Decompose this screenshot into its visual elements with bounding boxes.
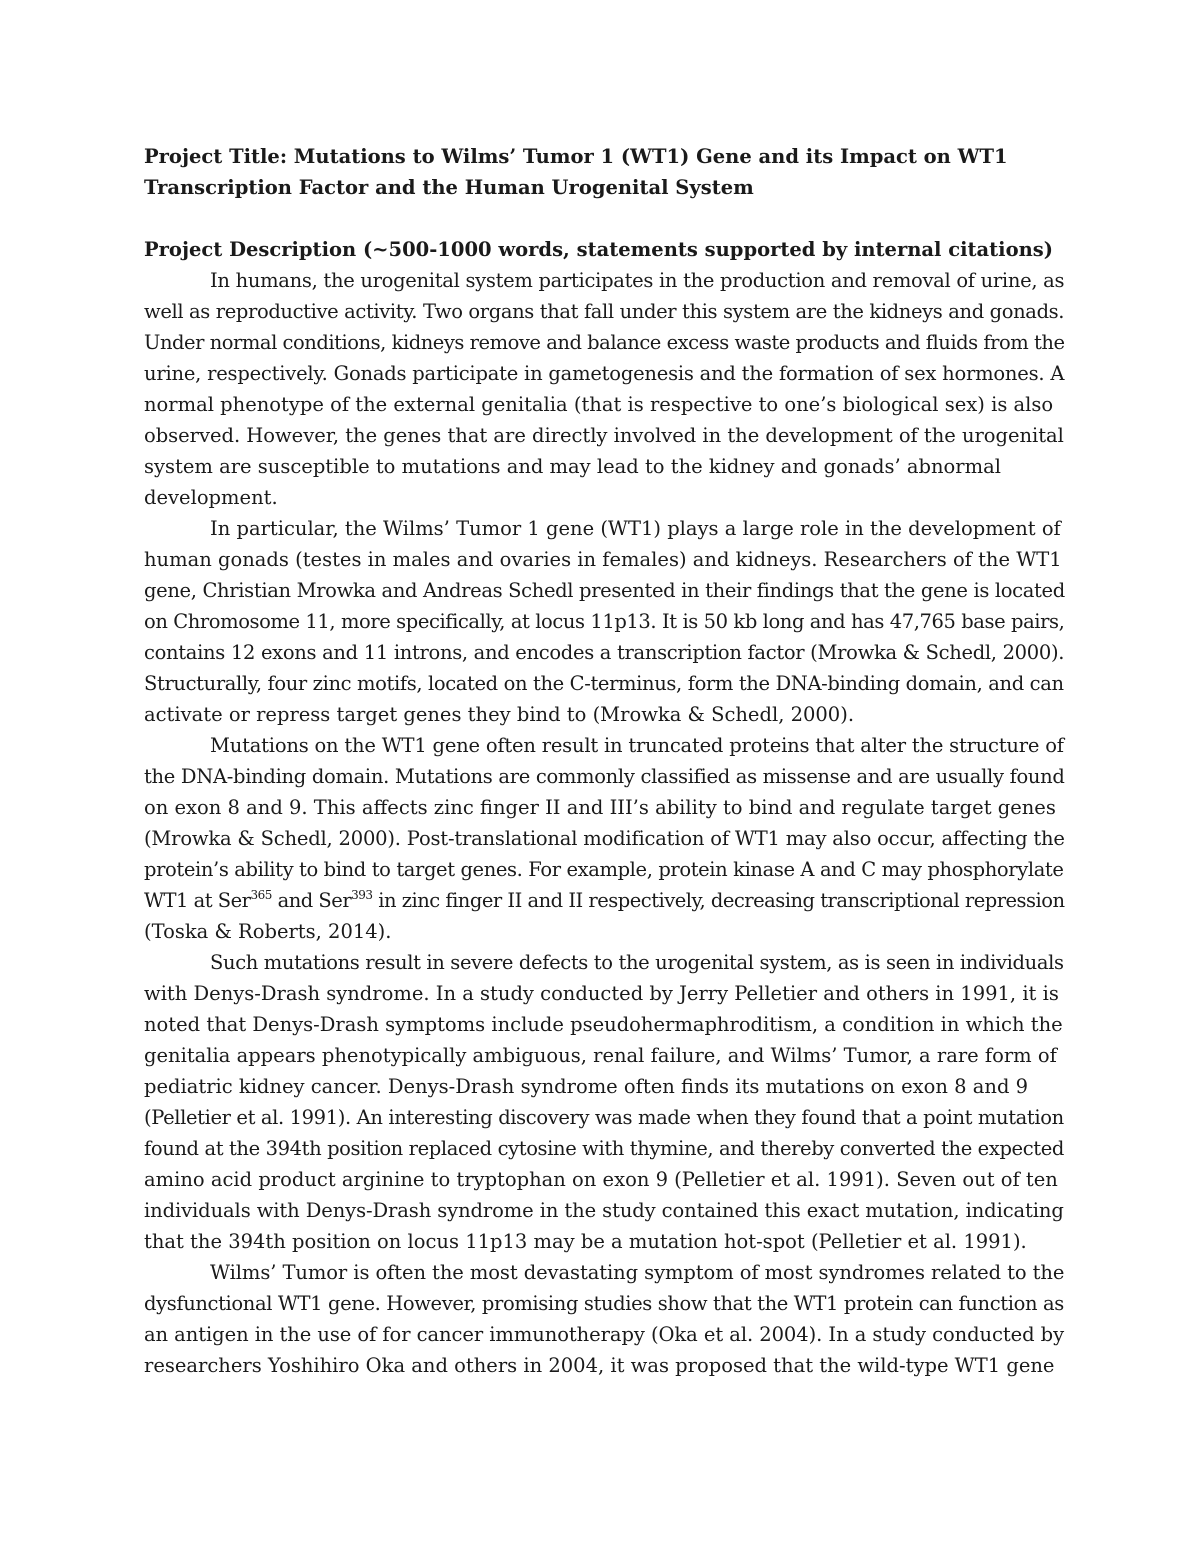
paragraph-line: amino acid product arginine to tryptophan on exon 9 (Pelletier et al. 1991). Seven out of ten xyxy=(144,1168,1058,1191)
superscript-393: 393 xyxy=(351,888,373,902)
project-title-line: Transcription Factor and the Human Urogenital System xyxy=(144,176,754,199)
paragraph-line: contains 12 exons and 11 introns, and encodes a transcription factor (Mrowka & Schedl, 2000). xyxy=(144,641,1065,664)
paragraph-line: with Denys-Drash syndrome. In a study conducted by Jerry Pelletier and others in 1991, it is xyxy=(144,982,1059,1005)
paragraph-line: Under normal conditions, kidneys remove and balance excess waste products and fluids from the xyxy=(144,331,1065,354)
paragraph-line: pediatric kidney cancer. Denys-Drash syndrome often finds its mutations on exon 8 and 9 xyxy=(144,1075,1029,1098)
paragraph-line: dysfunctional WT1 gene. However, promising studies show that the WT1 protein can function as xyxy=(144,1292,1064,1315)
ser-text-before: WT1 at Ser xyxy=(144,889,251,912)
ser-text-after: in zinc finger II and II respectively, decreasing transcriptional repression xyxy=(372,889,1065,912)
paragraph-line: well as reproductive activity. Two organs that fall under this system are the kidneys and gonads. xyxy=(144,300,1065,323)
paragraph-line: protein’s ability to bind to target genes. For example, protein kinase A and C may phosphorylate xyxy=(144,858,1064,881)
paragraph-line: noted that Denys-Drash symptoms include pseudohermaphroditism, a condition in which the xyxy=(144,1013,1063,1036)
paragraph-line: normal phenotype of the external genitalia (that is respective to one’s biological sex) is also xyxy=(144,393,1054,416)
paragraph-line: the DNA-binding domain. Mutations are commonly classified as missense and are usually found xyxy=(144,765,1065,788)
paragraph-line: (Mrowka & Schedl, 2000). Post-translational modification of WT1 may also occur, affecting the xyxy=(144,827,1065,850)
paragraph-line: gene, Christian Mrowka and Andreas Schedl presented in their findings that the gene is located xyxy=(144,579,1065,602)
paragraph-line: activate or repress target genes they bind to (Mrowka & Schedl, 2000). xyxy=(144,703,855,726)
paragraph-line: development. xyxy=(144,486,278,509)
paragraph-urogenital-intro xyxy=(144,265,1064,513)
paragraph-line: Wilms’ Tumor is often the most devastating symptom of most syndromes related to the xyxy=(210,1261,1065,1284)
paragraph-line: observed. However, the genes that are directly involved in the development of the urogenital xyxy=(144,424,1064,447)
paragraph-line: Mutations on the WT1 gene often result in truncated proteins that alter the structure of xyxy=(210,734,1064,757)
paragraph-line: Such mutations result in severe defects to the urogenital system, as is seen in individuals xyxy=(210,951,1064,974)
paragraph-line: In particular, the Wilms’ Tumor 1 gene (WT1) plays a large role in the development of xyxy=(210,517,1061,540)
project-title-line: Project Title: Mutations to Wilms’ Tumor 1 (WT1) Gene and its Impact on WT1 xyxy=(144,145,1008,168)
paragraph-line: genitalia appears phenotypically ambiguous, renal failure, and Wilms’ Tumor, a rare form of xyxy=(144,1044,1057,1067)
paragraph-line: an antigen in the use of for cancer immunotherapy (Oka et al. 2004). In a study conducted by xyxy=(144,1323,1065,1346)
paragraph-line: In humans, the urogenital system participates in the production and removal of urine, as xyxy=(210,269,1065,292)
paragraph-wilms-tumor xyxy=(144,1257,1064,1381)
paragraph-line: individuals with Denys-Drash syndrome in the study contained this exact mutation, indicating xyxy=(144,1199,1064,1222)
paragraph-line: found at the 394th position replaced cytosine with thymine, and thereby converted the expected xyxy=(144,1137,1064,1160)
document-body xyxy=(144,141,1064,1381)
ser-text-middle: and Ser xyxy=(271,889,352,912)
paragraph-line: system are susceptible to mutations and may lead to the kidney and gonads’ abnormal xyxy=(144,455,1001,478)
superscript-365: 365 xyxy=(250,888,272,902)
paragraph-line-serine xyxy=(144,885,1064,916)
paragraph-wt1-gene xyxy=(144,513,1064,730)
project-title xyxy=(144,141,1064,203)
project-description-heading: Project Description (~500-1000 words, statements supported by internal citations) xyxy=(144,238,1053,261)
paragraph-line: that the 394th position on locus 11p13 may be a mutation hot-spot (Pelletier et al. 1991). xyxy=(144,1230,1027,1253)
paragraph-denys-drash xyxy=(144,947,1064,1257)
paragraph-line: (Pelletier et al. 1991). An interesting discovery was made when they found that a point mutation xyxy=(144,1106,1064,1129)
paragraph-line: Structurally, four zinc motifs, located on the C-terminus, form the DNA-binding domain, and can xyxy=(144,672,1064,695)
paragraph-line: on exon 8 and 9. This affects zinc finger II and III’s ability to bind and regulate target genes xyxy=(144,796,1056,819)
paragraph-mutations xyxy=(144,730,1064,947)
paragraph-line: on Chromosome 11, more specifically, at locus 11p13. It is 50 kb long and has 47,765 base pairs, xyxy=(144,610,1065,633)
paragraph-line: researchers Yoshihiro Oka and others in 2004, it was proposed that the wild-type WT1 gene xyxy=(144,1354,1055,1377)
paragraph-line: human gonads (testes in males and ovaries in females) and kidneys. Researchers of the WT1 xyxy=(144,548,1062,571)
paragraph-line: urine, respectively. Gonads participate in gametogenesis and the formation of sex hormones. A xyxy=(144,362,1065,385)
paragraph-line: (Toska & Roberts, 2014). xyxy=(144,920,392,943)
